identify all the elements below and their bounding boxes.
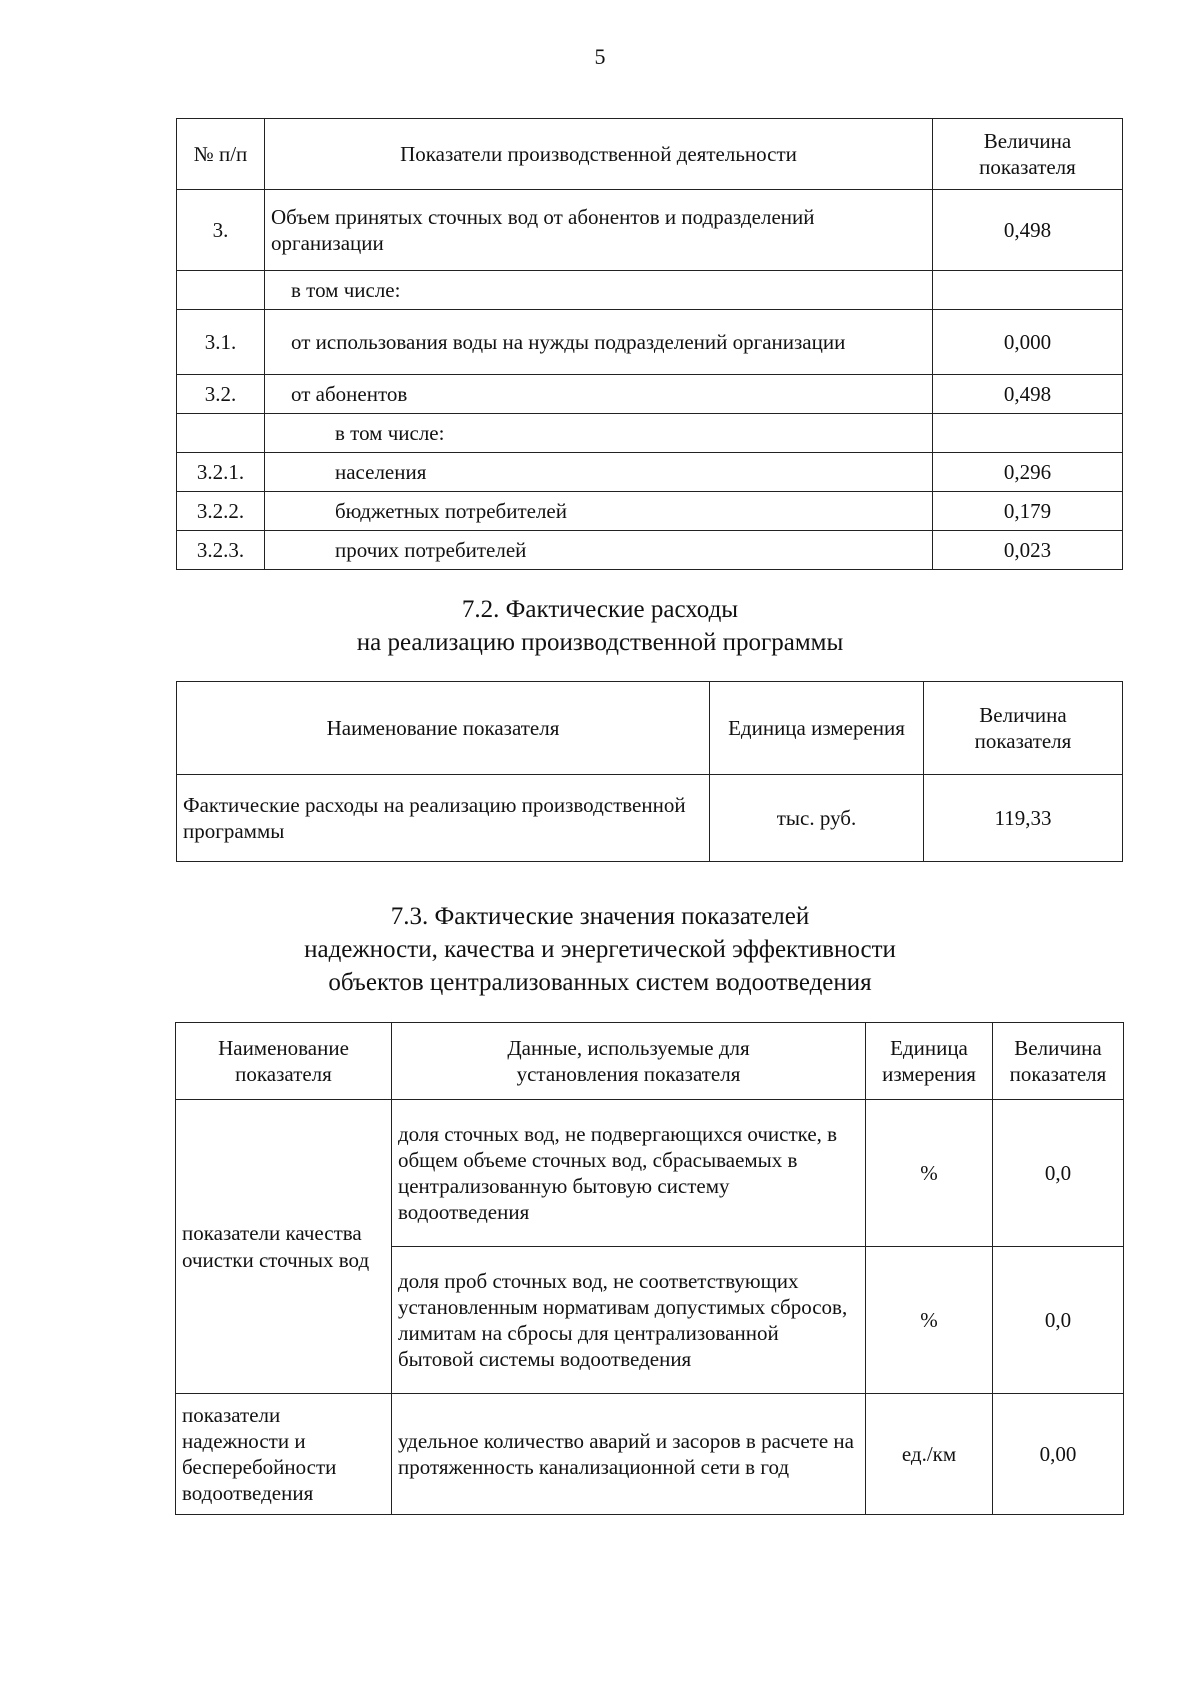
section-7-3-title-line3: объектов централизованных систем водоотведения — [328, 969, 872, 996]
column-header-name: Наименование показателя — [176, 1023, 392, 1100]
column-header-number: № п/п — [177, 119, 265, 190]
group-name-quality: показатели качества очистки сточных вод — [176, 1100, 392, 1394]
row-label: в том числе: — [265, 414, 933, 453]
row-number — [177, 414, 265, 453]
row-unit: ед./км — [866, 1394, 993, 1515]
table-header-row — [177, 682, 1123, 775]
row-value: 0,023 — [933, 531, 1123, 570]
row-number — [177, 271, 265, 310]
table-row — [177, 453, 1123, 492]
row-label: населения — [265, 453, 933, 492]
table-row — [177, 531, 1123, 570]
row-number: 3.2.1. — [177, 453, 265, 492]
row-data: удельное количество аварий и засоров в расчете на протяженность канализационной сети в год — [392, 1394, 866, 1515]
row-value: 0,00 — [993, 1394, 1124, 1515]
row-number: 3.2.2. — [177, 492, 265, 531]
table-row — [177, 271, 1123, 310]
row-data: доля проб сточных вод, не соответствующих установленным нормативам допустимых сбросов, лимитам на сбросы для централизованной бытовой системы водоотведения — [392, 1247, 866, 1394]
table-row — [177, 492, 1123, 531]
table-row — [176, 1394, 1124, 1515]
column-header-data: Данные, используемые для установления показателя — [392, 1023, 866, 1100]
row-label: бюджетных потребителей — [265, 492, 933, 531]
row-number: 3.1. — [177, 310, 265, 375]
row-number: 3.2. — [177, 375, 265, 414]
actual-expenses-table — [176, 681, 1123, 862]
table-row — [176, 1100, 1124, 1247]
expense-value: 119,33 — [924, 775, 1123, 862]
row-value: 0,0 — [993, 1100, 1124, 1247]
table-header-row — [176, 1023, 1124, 1100]
table-row — [177, 375, 1123, 414]
row-value: 0,498 — [933, 190, 1123, 271]
table-row — [177, 190, 1123, 271]
column-header-unit: Единица измерения — [866, 1023, 993, 1100]
production-indicators-table — [176, 118, 1123, 570]
section-7-3-title-line2: надежности, качества и энергетической эффективности — [304, 936, 896, 963]
row-value: 0,296 — [933, 453, 1123, 492]
row-label: прочих потребителей — [265, 531, 933, 570]
row-unit: % — [866, 1100, 993, 1247]
column-header-unit: Единица измерения — [710, 682, 924, 775]
section-7-2-title-line2: на реализацию производственной программы — [356, 629, 844, 656]
row-unit: % — [866, 1247, 993, 1394]
row-value: 0,498 — [933, 375, 1123, 414]
row-label: в том числе: — [265, 271, 933, 310]
section-7-3-title-line1: 7.3. Фактические значения показателей — [390, 903, 810, 930]
section-7-3-title — [0, 900, 1200, 999]
column-header-value: Величина показателя — [993, 1023, 1124, 1100]
section-7-2-title-line1: 7.2. Фактические расходы — [461, 596, 739, 623]
row-value: 0,000 — [933, 310, 1123, 375]
column-header-value: Величина показателя — [933, 119, 1123, 190]
row-number: 3.2.3. — [177, 531, 265, 570]
row-number: 3. — [177, 190, 265, 271]
row-label: Объем принятых сточных вод от абонентов и подразделений организации — [265, 190, 933, 271]
table-row — [177, 310, 1123, 375]
group-name-reliability: показатели надежности и бесперебойности водоотведения — [176, 1394, 392, 1515]
table-header-row — [177, 119, 1123, 190]
column-header-indicator: Показатели производственной деятельности — [265, 119, 933, 190]
row-value: 0,179 — [933, 492, 1123, 531]
column-header-value: Величина показателя — [924, 682, 1123, 775]
expense-label: Фактические расходы на реализацию производственной программы — [177, 775, 710, 862]
section-7-2-title — [0, 593, 1200, 659]
row-value — [933, 414, 1123, 453]
table-row — [177, 775, 1123, 862]
table-row — [177, 414, 1123, 453]
row-data: доля сточных вод, не подвергающихся очистке, в общем объеме сточных вод, сбрасываемых в централизованную бытовую систему водоотведения — [392, 1100, 866, 1247]
row-value: 0,0 — [993, 1247, 1124, 1394]
column-header-name: Наименование показателя — [177, 682, 710, 775]
page-number: 5 — [594, 44, 606, 69]
expense-unit: тыс. руб. — [710, 775, 924, 862]
row-value — [933, 271, 1123, 310]
reliability-quality-table — [175, 1022, 1124, 1515]
row-label: от абонентов — [265, 375, 933, 414]
row-label: от использования воды на нужды подразделений организации — [265, 310, 933, 375]
